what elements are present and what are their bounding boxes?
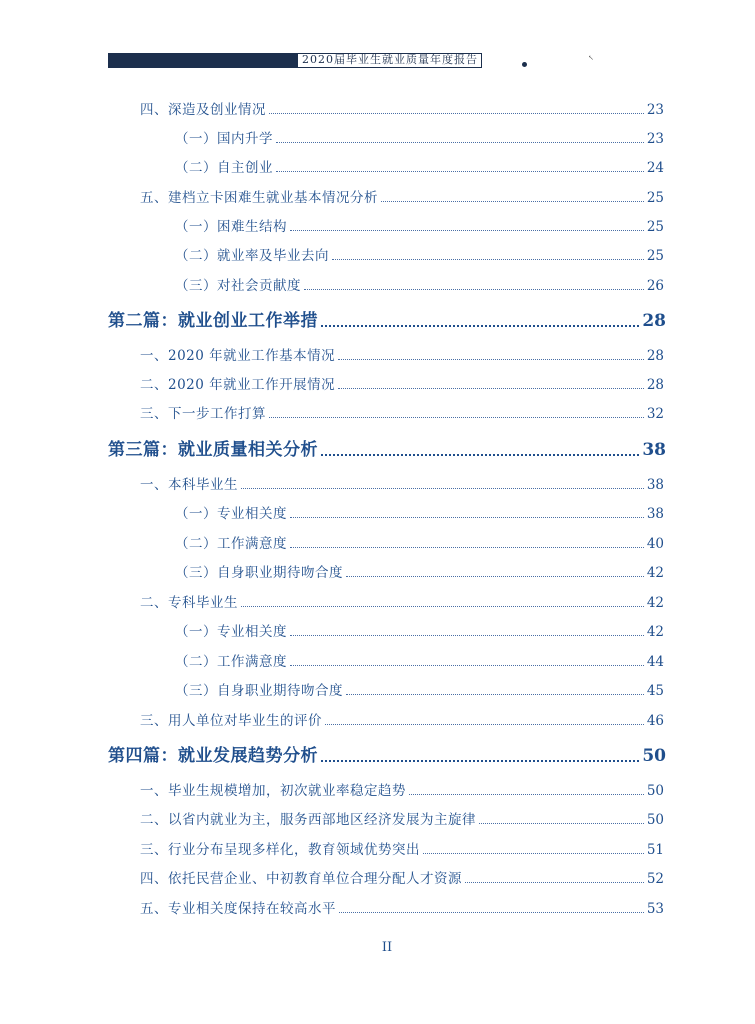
toc-entry[interactable]: [140, 186, 664, 206]
toc-entry[interactable]: [140, 591, 664, 611]
toc-leader-dots: [276, 170, 644, 172]
toc-entry-title: （三）自身职业期待吻合度: [175, 683, 343, 699]
toc-entry-title: 一、本科毕业生: [140, 477, 238, 493]
toc-entry-title: 第三篇：就业质量相关分析: [108, 440, 318, 460]
toc-chapter-entry[interactable]: [108, 306, 666, 331]
toc-entry[interactable]: [140, 373, 664, 393]
toc-entry[interactable]: [175, 502, 664, 522]
toc-leader-dots: [338, 358, 644, 360]
toc-entry-page: 52: [646, 871, 664, 887]
toc-leader-dots: [269, 416, 644, 418]
toc-entry-title: 三、行业分布呈现多样化，教育领域优势突出: [140, 842, 420, 858]
toc-leader-dots: [269, 112, 644, 114]
toc-entry-page: 46: [646, 713, 664, 729]
toc-entry-page: 42: [646, 595, 664, 611]
toc-leader-dots: [276, 141, 644, 143]
toc-entry-title: 三、用人单位对毕业生的评价: [140, 713, 322, 729]
toc-entry-title: 五、专业相关度保持在较高水平: [140, 901, 336, 917]
toc-leader-dots: [465, 881, 644, 883]
toc-leader-dots: [332, 258, 644, 260]
toc-leader-dots: [321, 759, 639, 762]
toc-entry-title: 第二篇：就业创业工作举措: [108, 311, 318, 331]
toc-entry[interactable]: [140, 838, 664, 858]
toc-entry-page: 28: [646, 377, 664, 393]
toc-entry-page: 40: [646, 536, 664, 552]
toc-entry-page: 28: [646, 348, 664, 364]
toc-entry-page: 50: [642, 746, 666, 766]
toc-entry-page: 38: [642, 440, 666, 460]
toc-entry-title: 一、2020 年就业工作基本情况: [140, 348, 336, 364]
toc-leader-dots: [290, 516, 644, 518]
toc-entry[interactable]: [140, 779, 664, 799]
toc-leader-dots: [325, 723, 644, 725]
toc-entry[interactable]: [140, 98, 664, 118]
toc-entry[interactable]: [175, 127, 664, 147]
toc-entry-title: 二、以省内就业为主，服务西部地区经济发展为主旋律: [140, 812, 476, 828]
toc-leader-dots: [290, 546, 644, 548]
toc-entry[interactable]: [140, 867, 664, 887]
toc-chapter-entry[interactable]: [108, 741, 666, 766]
toc-entry-title: （三）自身职业期待吻合度: [175, 565, 343, 581]
toc-entry-page: 25: [646, 219, 664, 235]
header-title: 2020届毕业生就业质量年度报告: [302, 53, 478, 66]
toc-entry-title: （一）专业相关度: [175, 506, 287, 522]
toc-leader-dots: [346, 693, 644, 695]
toc-entry-title: 二、专科毕业生: [140, 595, 238, 611]
toc-entry[interactable]: [175, 215, 664, 235]
toc-leader-dots: [321, 453, 639, 456]
toc-entry-title: 二、2020 年就业工作开展情况: [140, 377, 336, 393]
toc-entry-title: （二）自主创业: [175, 160, 273, 176]
header-mark-icon: ↖: [588, 54, 594, 62]
toc-entry-page: 38: [646, 506, 664, 522]
toc-leader-dots: [241, 487, 644, 489]
toc-leader-dots: [381, 200, 644, 202]
toc-entry-page: 23: [646, 131, 664, 147]
toc-entry-title: 第四篇：就业发展趋势分析: [108, 746, 318, 766]
toc-entry-title: （三）对社会贡献度: [175, 278, 301, 294]
toc-entry-title: （二）工作满意度: [175, 536, 287, 552]
toc-entry-page: 32: [646, 406, 664, 422]
toc-leader-dots: [338, 387, 644, 389]
toc-entry[interactable]: [140, 709, 664, 729]
toc-entry-page: 53: [646, 901, 664, 917]
toc-entry[interactable]: [140, 808, 664, 828]
toc-entry-page: 26: [646, 278, 664, 294]
toc-leader-dots: [290, 664, 644, 666]
toc-entry-title: 四、依托民营企业、中初教育单位合理分配人才资源: [140, 871, 462, 887]
toc-leader-dots: [409, 793, 644, 795]
toc-entry-page: 42: [646, 624, 664, 640]
toc-entry-page: 45: [646, 683, 664, 699]
toc-entry[interactable]: [140, 344, 664, 364]
toc-entry-title: （一）困难生结构: [175, 219, 287, 235]
toc-leader-dots: [321, 324, 639, 327]
toc-entry-page: 50: [646, 783, 664, 799]
toc-entry[interactable]: [175, 679, 664, 699]
toc-entry[interactable]: [175, 561, 664, 581]
toc-entry[interactable]: [140, 897, 664, 917]
toc-entry-title: 一、毕业生规模增加，初次就业率稳定趋势: [140, 783, 406, 799]
toc-entry-page: 50: [646, 812, 664, 828]
toc-entry[interactable]: [175, 532, 664, 552]
toc-leader-dots: [346, 575, 644, 577]
toc-leader-dots: [304, 288, 644, 290]
toc-leader-dots: [241, 605, 644, 607]
toc-entry-title: （一）国内升学: [175, 131, 273, 147]
toc-leader-dots: [479, 822, 644, 824]
header-bar: [108, 53, 298, 68]
toc-entry-page: 25: [646, 190, 664, 206]
toc-entry-title: （二）工作满意度: [175, 654, 287, 670]
toc-entry-page: 28: [642, 311, 666, 331]
toc-entry-page: 38: [646, 477, 664, 493]
toc-entry[interactable]: [175, 244, 664, 264]
toc-entry[interactable]: [175, 274, 664, 294]
toc-entry-page: 42: [646, 565, 664, 581]
toc-entry-title: （二）就业率及毕业去向: [175, 248, 329, 264]
toc-entry[interactable]: [140, 473, 664, 493]
toc-entry[interactable]: [140, 402, 664, 422]
toc-entry-page: 51: [646, 842, 664, 858]
toc-entry[interactable]: [175, 620, 664, 640]
toc-leader-dots: [290, 229, 644, 231]
toc-entry-title: 三、下一步工作打算: [140, 406, 266, 422]
toc-leader-dots: [290, 634, 644, 636]
toc-entry-page: 24: [646, 160, 664, 176]
toc-entry-title: （一）专业相关度: [175, 624, 287, 640]
toc-entry[interactable]: [175, 156, 664, 176]
toc-entry-page: 23: [646, 102, 664, 118]
toc-entry-title: 四、深造及创业情况: [140, 102, 266, 118]
toc-leader-dots: [339, 911, 644, 913]
toc-entry-page: 44: [646, 654, 664, 670]
page-number: II: [381, 940, 393, 955]
toc-chapter-entry[interactable]: [108, 435, 666, 460]
toc-leader-dots: [423, 852, 644, 854]
header-dot-icon: [522, 62, 527, 67]
toc-entry[interactable]: [175, 650, 664, 670]
toc-entry-title: 五、建档立卡困难生就业基本情况分析: [140, 190, 378, 206]
toc-entry-page: 25: [646, 248, 664, 264]
